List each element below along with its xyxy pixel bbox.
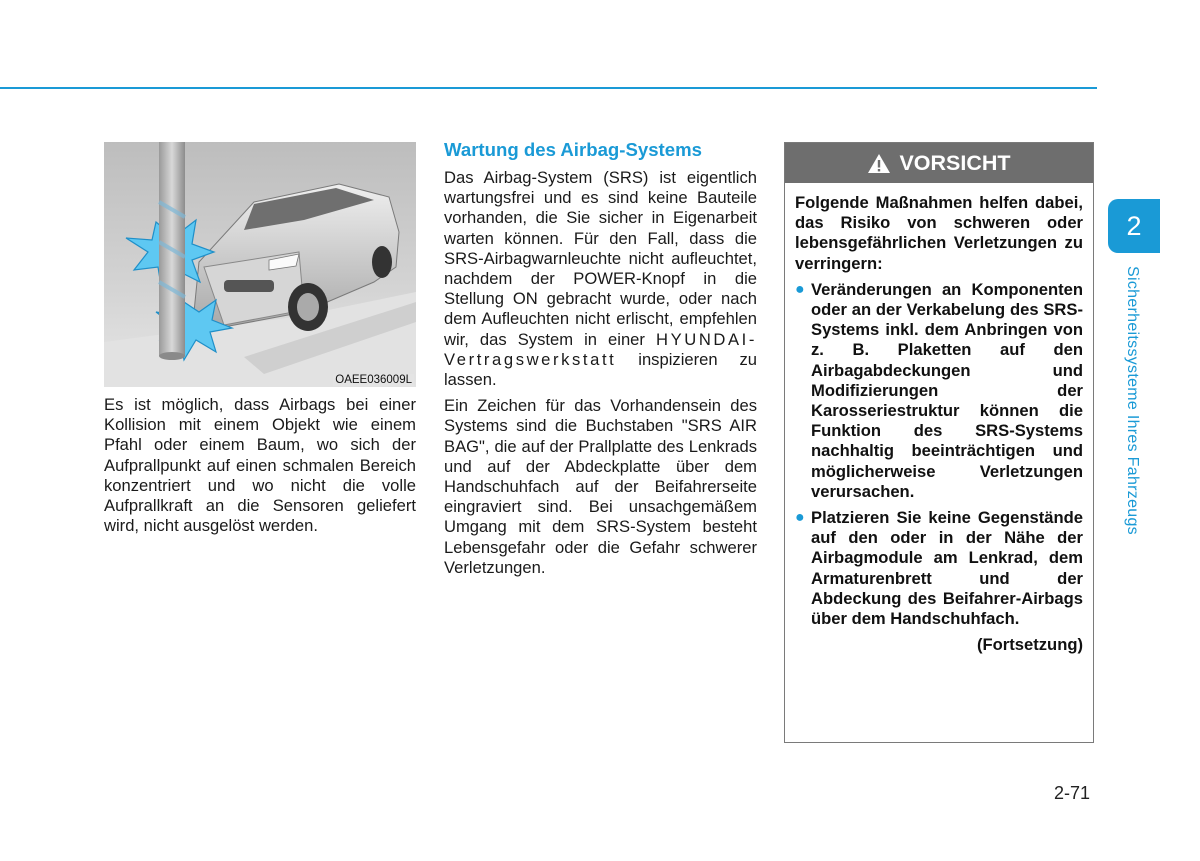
header-rule — [0, 87, 1097, 89]
caution-list — [795, 280, 1083, 629]
pole-icon — [159, 142, 185, 360]
caution-item-text: Veränderungen an Komponenten oder an der Verkabelung des SRS-Systems inkl. dem Anbringen von z. B. Plaketten auf den Airbagabdeckungen und Modifizierungen der Karosseriestruktur können die Funktion des SRS-Systems nachhaltig beeinträchtigen und möglicherweise Verletzungen verursachen. — [811, 279, 1083, 501]
figure-code: OAEE036009L — [335, 374, 412, 386]
bullet-icon: ● — [795, 280, 805, 298]
dealer-name: HYUNDAI-Vertragswerkstatt — [444, 329, 757, 369]
caution-box — [784, 142, 1094, 743]
paragraph-1-part-a: Das Airbag-System (SRS) ist eigentlich wartungsfrei und es sind keine Bauteile vorhanden, die Sie sicher in Eigenarbeit warten können. Für den Fall, dass die SRS-Airbagwarnleuchte nicht aufleuchtet, nachdem der POWER-Knopf in die Stellung ON gebracht wurde, oder nach dem Aufleuchten nicht erlischt, empfehlen wir, das System in einer — [444, 168, 757, 349]
middle-column-text — [444, 168, 757, 578]
caution-list-item — [795, 280, 1083, 502]
caution-item-text: Platzieren Sie keine Gegenstände auf den oder in der Nähe der Airbagmodule am Lenkrad, dem Armaturenbrett und der Abdeckung des Beifahrer-Airbags über dem Handschuhfach. — [811, 508, 1083, 629]
paragraph-2: Ein Zeichen für das Vorhandensein des Systems sind die Buchstaben "SRS AIR BAG", die auf der Prallplatte des Lenkrads und auf der Abdeckplatte über dem Handschuhfach auf der Beifahrerseite eingraviert sind. Bei unsachgemäßem Umgang mit dem SRS-System besteht Lebensgefahr oder die Gefahr schwerer Verletzungen. — [444, 396, 757, 577]
caution-body — [785, 183, 1093, 655]
paragraph-1 — [444, 168, 757, 390]
section-heading: Wartung des Airbag-Systems — [444, 139, 702, 160]
chapter-tab — [1108, 199, 1160, 253]
caution-list-item — [795, 508, 1083, 629]
caution-intro: Folgende Maßnahmen helfen dabei, das Risiko von schweren oder lebensgefährlichen Verletzungen zu verringern: — [795, 193, 1083, 273]
chapter-title: Sicherheitssysteme Ihres Fahrzeugs — [1124, 266, 1141, 535]
illustration — [104, 142, 416, 387]
continuation-note: (Fortsetzung) — [977, 635, 1083, 655]
page-number: 2-71 — [1054, 783, 1091, 803]
caution-title: VORSICHT — [899, 150, 1011, 175]
car-collision-illustration — [104, 142, 416, 387]
left-paragraph: Es ist möglich, dass Airbags bei einer Kollision mit einem Objekt wie einem Pfahl oder einem Baum, wo sich der Aufprallpunkt auf einen schmalen Bereich konzentriert und wo nicht die volle Aufprallkraft an die Sensoren geliefert wird, nicht ausgelöst werden. — [104, 395, 416, 536]
caution-header — [785, 143, 1093, 183]
chapter-number: 2 — [1126, 210, 1142, 241]
bullet-icon: ● — [795, 509, 805, 527]
left-column-text — [104, 395, 416, 536]
paragraph-1-part-c: inspizieren zu lassen. — [444, 349, 757, 390]
warning-triangle-icon — [867, 153, 891, 174]
